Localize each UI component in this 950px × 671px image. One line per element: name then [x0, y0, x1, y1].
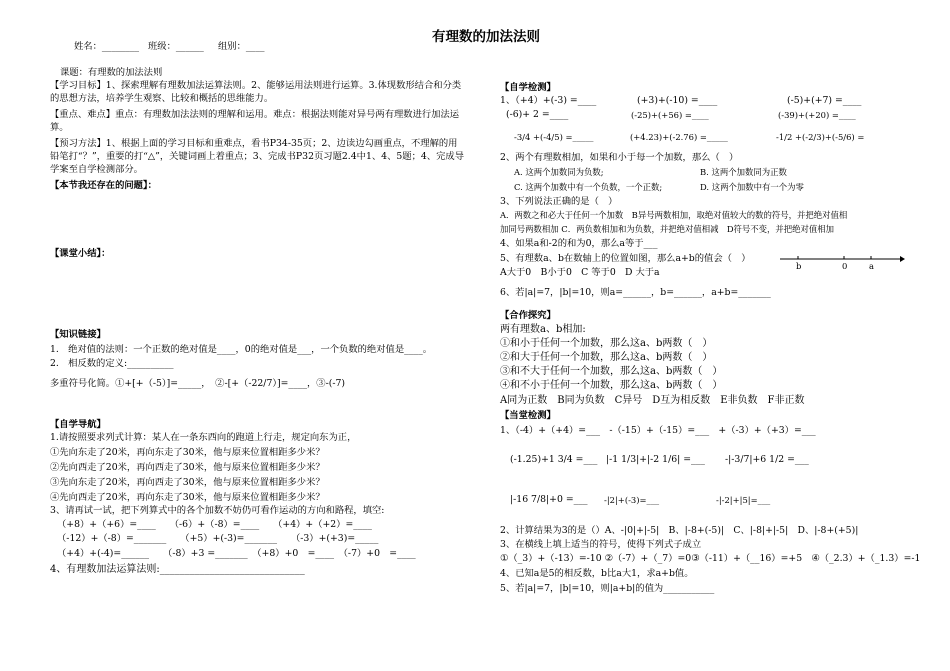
test-1e: -|2|+(-3)=___ — [604, 495, 660, 505]
check-1c: (-5)+(+7) =____ — [787, 95, 862, 106]
test-5: 5、若|a|=7，|b|=10，则|a+b|的值为___________ — [500, 583, 715, 594]
class-field: 班级：______ — [148, 41, 204, 52]
check-2c: C. 这两个加数中有一个负数，一个正数; — [514, 182, 663, 192]
knowledge-2: 2. 相反数的定义:__________ — [50, 358, 174, 369]
check-heading: 【自学检测】 — [500, 82, 556, 93]
problems-heading: 【本节我还存在的问题】： — [50, 180, 157, 191]
check-2: 2、两个有理数相加，如果和小于每一个加数，那么（ ） — [500, 152, 739, 163]
test-2: 2、计算结果为3的是（）A、-|0|+|-5| B、|-8+(-5)| C、|-8|+|-5| D、|-8+(+5)| — [500, 525, 859, 536]
check-1g: -3/4 +(-4/5) =_____ — [514, 132, 594, 142]
check-1f: (-39)+(+20) =____ — [778, 110, 856, 120]
knowledge-heading: 【知识链接】 — [50, 329, 106, 340]
check-3b: 加同号两数相加 C．两负数相加和为负数，并把绝对值相减 D符号不变，并把绝对值相加 — [500, 224, 835, 234]
test-1d: |-16 7/8|+0 =___ — [510, 494, 588, 505]
explore-3: ③和不大于任何一个加数，那么这a、b两数（ ） — [500, 366, 723, 377]
test-4: 4、已知a是5的相反数，b比a大1，求a+b值。 — [500, 568, 694, 579]
page-title: 有理数的加法法则 — [432, 29, 540, 45]
name-field: 姓名：________ — [74, 41, 140, 52]
check-1b: (+3)+(-10) =____ — [637, 95, 718, 106]
check-2d: D. 这两个加数中有一个为零 — [700, 182, 804, 192]
check-3: 3、下列说法正确的是（ ） — [500, 196, 618, 207]
explore-heading: 【合作探究】 — [500, 310, 556, 321]
knowledge-1: 1. 绝对值的法则：一个正数的绝对值是____，0的绝对值是___，一个负数的绝对值是____。 — [50, 344, 433, 355]
check-1h: (+4.23)+(-2.76) =_____ — [630, 132, 728, 142]
test-3a: ①（_3）+（-13）=-10 ②（-7）+（_7）=0③（-11）+（__16）=+5 ④（_2.3）+（_1.3）=-1 — [500, 553, 921, 564]
check-1d: (-6)+ 2 =____ — [506, 109, 569, 120]
check-1e: (-25)+(+56) =____ — [631, 110, 709, 120]
class-test-heading: 【当堂检测】 — [500, 410, 556, 421]
test-3: 3、在横线上填上适当的符号，使得下列式子成立 — [500, 539, 702, 550]
check-2a: A. 这两个加数同为负数; — [514, 167, 604, 177]
key-points: 【重点、难点】重点：有理数加法法则的理解和运用。难点：根据法则能对异号两有理数进行加法运算。 — [50, 109, 460, 133]
check-1a: 1、（+4）+(-3) =____ — [500, 95, 597, 106]
knowledge-3: 多重符号化简。①+[+（-5）]=_____， ②-[+（-22/7）]=____，③-(-7) — [50, 378, 346, 389]
guide-2: ①先向东走了20米，再向东走了30米，他与原来位置相距多少米？ — [50, 447, 325, 458]
axis-label-0: 0 — [842, 261, 848, 271]
explore-1: ①和小于任何一个加数，那么这a、b两数（ ） — [500, 338, 713, 349]
axis-label-a: a — [869, 261, 874, 271]
group-field: 组别：____ — [218, 41, 265, 52]
explore-0: 两有理数a、b相加: — [500, 324, 586, 335]
check-6: 6、若|a|=7，|b|=10，则a=______，b=______，a+b=_______ — [500, 287, 771, 298]
guide-4: ③先向东走了20米，再向西走了30米，他与原来位置相距多少米？ — [50, 477, 325, 488]
check-5-options: A大于0 B小于0 C 等于0 D 大于a — [500, 267, 660, 278]
check-1i: -1/2 +(-2/3)+(-5/6) = — [776, 132, 865, 142]
guide-heading: 【自学导航】 — [50, 419, 106, 430]
test-1b: |-1 1/3|+|-2 1/6| =___ — [606, 454, 705, 465]
explore-2: ②和大于任何一个加数，那么这a、b两数（ ） — [500, 352, 713, 363]
preview-method: 【预习方法】1、根据上面的学习目标和重难点，看书P34-35页；2、边读边勾画重点，不理解的用铅笔打“？”，重要的打“△”，关键词画上着重点；3、完成书P32页习题2.4中1、4、5题；4、完成导学案至自学检测部分。 — [50, 138, 464, 175]
guide-9: （+4）+(-4)=______ （-8）+3 =_______ （+8）+0 =____ （-7）+0 =____ — [57, 548, 416, 559]
guide-3: ②先向西走了20米，再向西走了30米，他与原来位置相距多少米？ — [50, 462, 325, 473]
guide-1: 1.请按照要求列式计算：某人在一条东西向的跑道上行走，规定向东为正， — [50, 432, 357, 443]
check-3a: A．两数之和必大于任何一个加数 B异号两数相加，取绝对值较大的数的符号，并把绝对值相 — [500, 210, 848, 220]
guide-6: 3、请再试一试，把下列算式中的各个加数不妨仍可看作运动的方向和路程，填空: — [50, 505, 385, 516]
guide-8: （-12）+（-8）=_______ （+5）+(-3)=_______ （-3）+(+3)=_____ — [57, 533, 379, 544]
guide-10: 4、有理数加法运算法则:_____________________________ — [50, 564, 305, 575]
check-5: 5、有理数a、b在数轴上的位置如图，那么a+b的值会（ ） — [500, 253, 751, 264]
test-1a: (-1.25)+1 3/4 =___ — [510, 454, 598, 465]
lesson-topic: 课题：有理数的加法法则 — [60, 67, 163, 78]
check-4: 4、如果a和-2的和为0，那么a等于___ — [500, 238, 658, 249]
guide-5: ④先向西走了20米，再向东走了30米，他与原来位置相距多少米？ — [50, 492, 325, 503]
summary-heading: 【课堂小结】： — [50, 248, 111, 259]
test-1: 1、（-4）+（+4）=___ -（-15）+（-15）=___ +（-3）+（+3）=___ — [500, 425, 816, 436]
axis-label-b: b — [796, 261, 802, 271]
check-2b: B. 这两个加数同为正数 — [700, 167, 787, 177]
explore-options: A同为正数 B同为负数 C异号 D互为相反数 E非负数 F非正数 — [500, 395, 805, 406]
test-1c: -|-3/7|+6 1/2 =___ — [725, 454, 809, 465]
explore-4: ④和不小于任何一个加数，那么这a、b两数（ ） — [500, 380, 723, 391]
test-1f: -|-2|+|5|=___ — [716, 495, 771, 505]
learning-goal: 【学习目标】1、探索理解有理数加法运算法则。2、能够运用法则进行运算。3.体现数形结合和分类的思想方法，培养学生观察、比较和概括的思维能力。 — [50, 80, 462, 104]
guide-7: （+8）+（+6）=____ （-6）+（-8）=____ （+4）+（+2）=____ — [57, 519, 372, 530]
